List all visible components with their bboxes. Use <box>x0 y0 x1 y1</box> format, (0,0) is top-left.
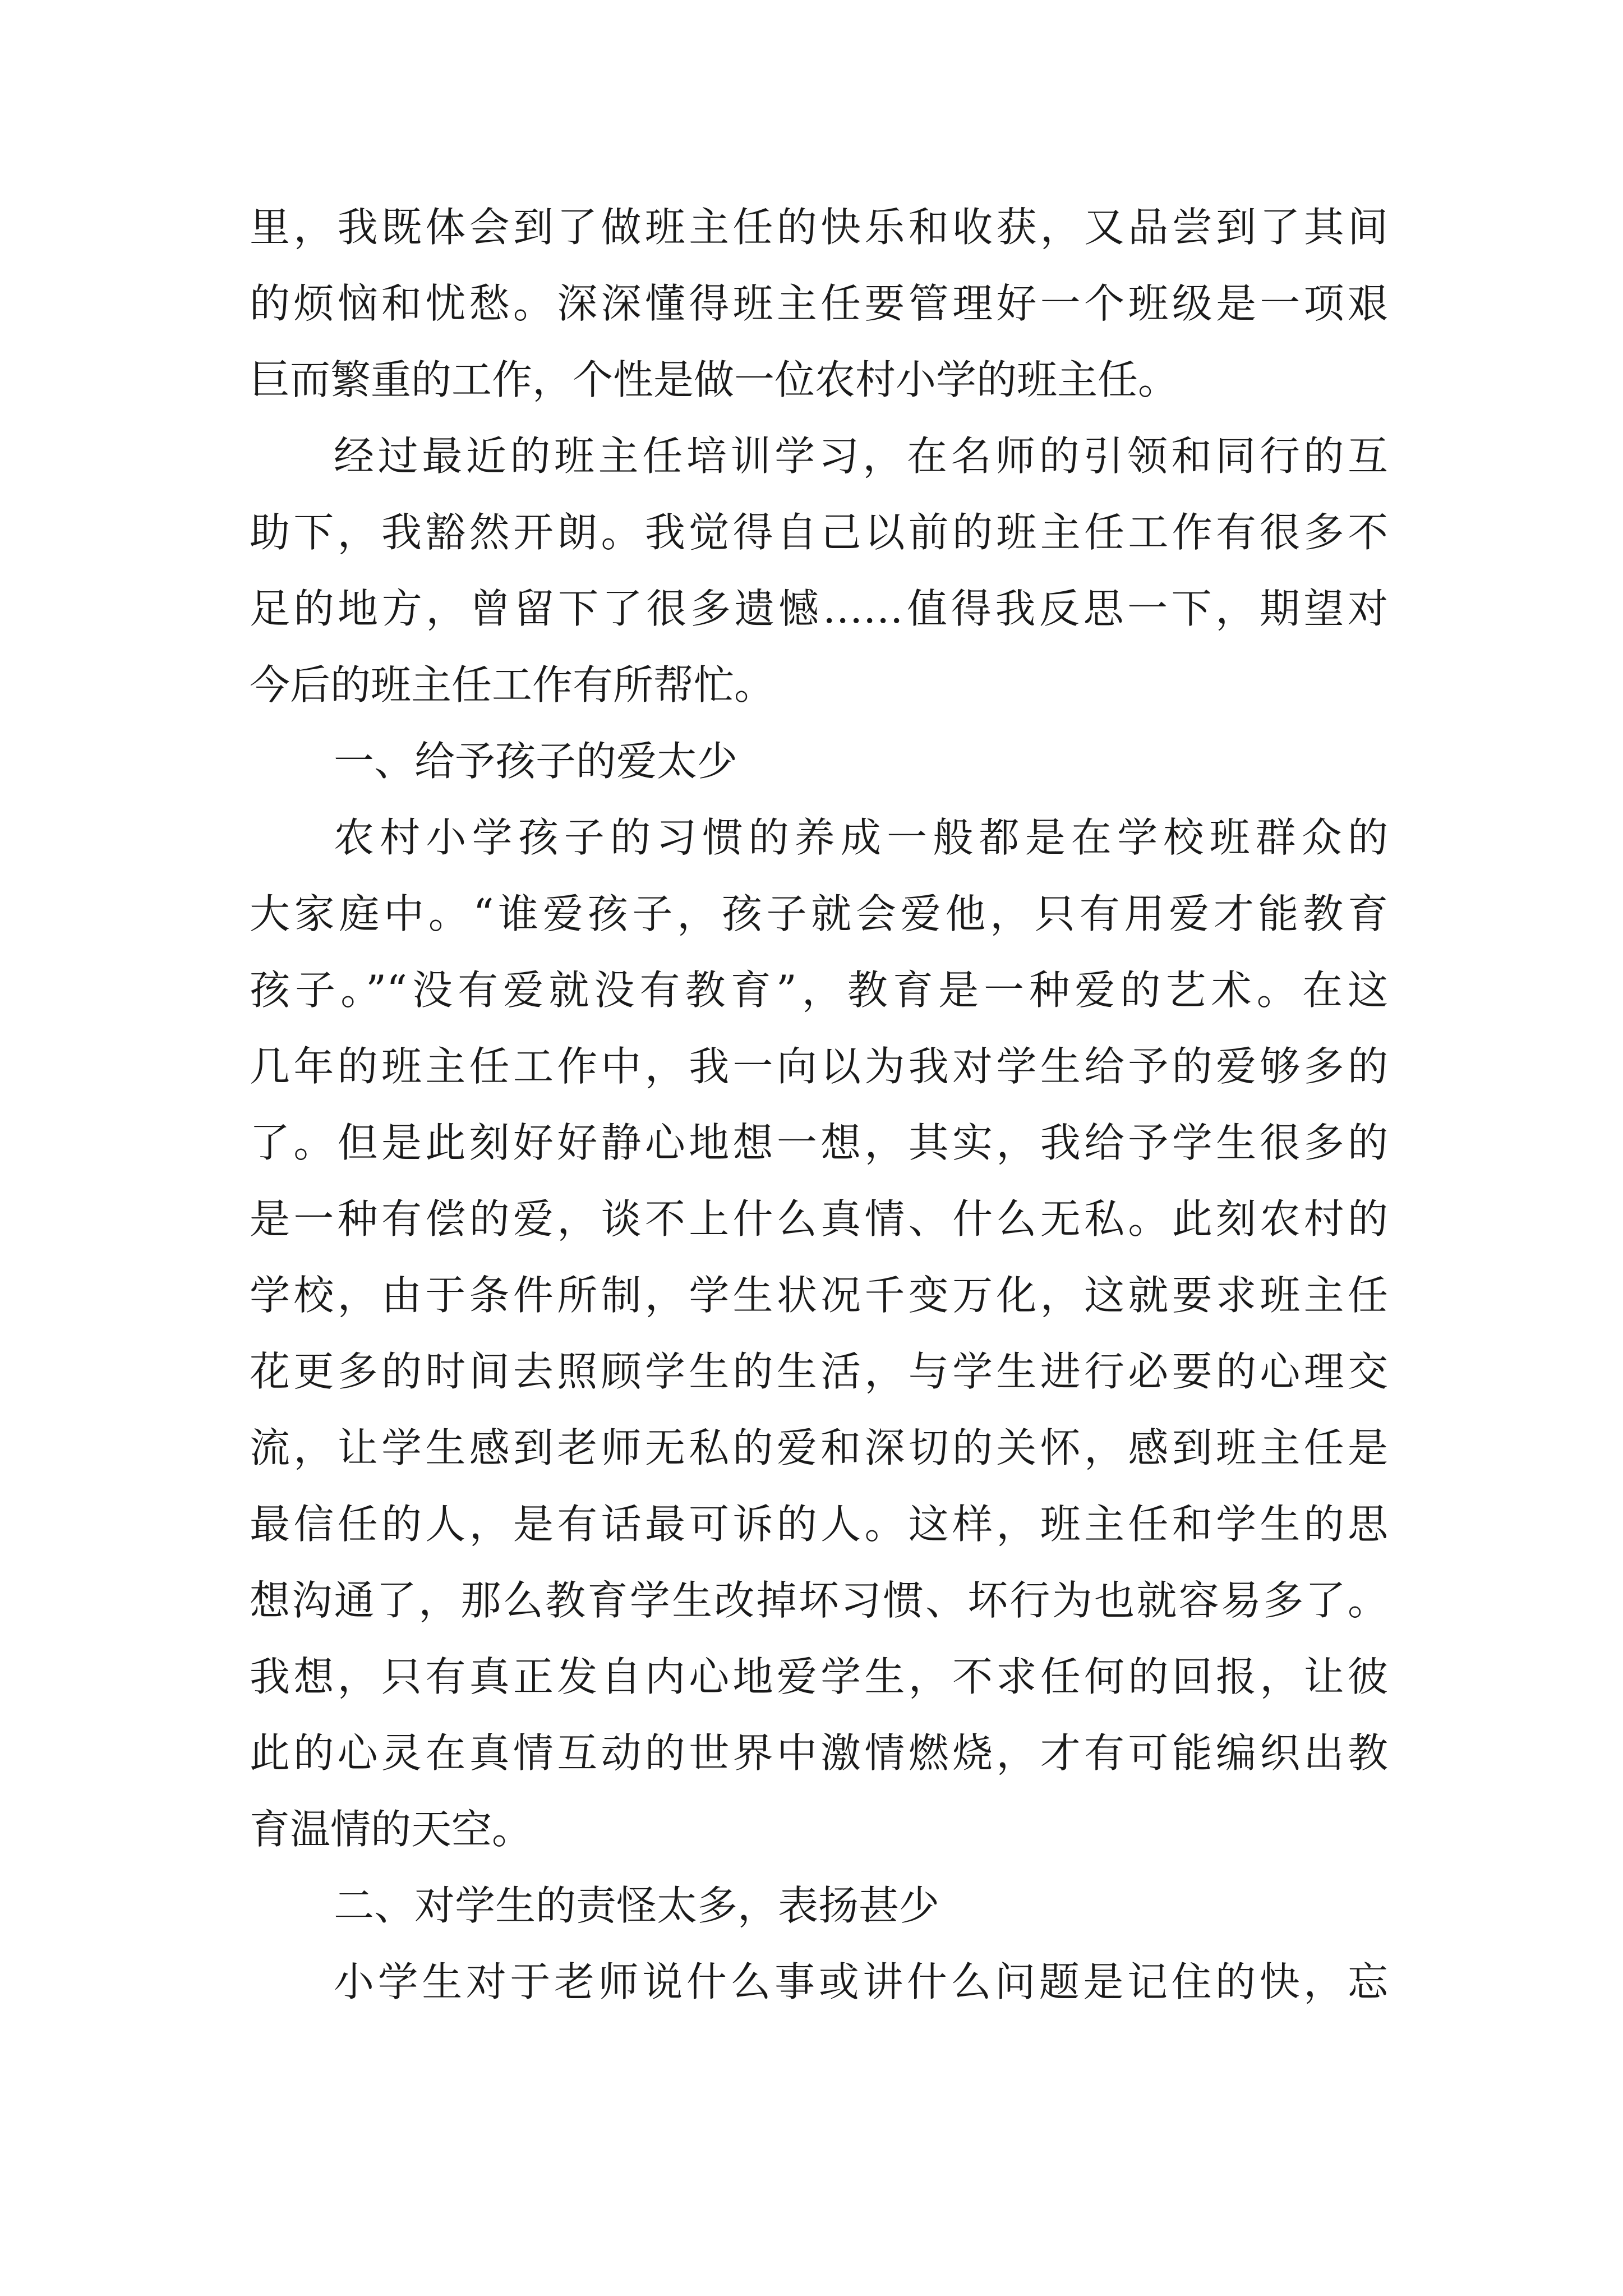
text-line: 花更多的时间去照顾学生的生活，与学生进行必要的心理交 <box>250 1348 1388 1395</box>
text-line: 了。但是此刻好好静心地想一想，其实，我给予学生很多的 <box>250 1119 1388 1166</box>
text-line: 经过最近的班主任培训学习，在名师的引领和同行的互 <box>334 432 1388 480</box>
text-line: 几年的班主任工作中，我一向以为我对学生给予的爱够多的 <box>250 1043 1388 1090</box>
text-line: 流，让学生感到老师无私的爱和深切的关怀，感到班主任是 <box>250 1424 1388 1471</box>
text-line: 育温情的天空。 <box>250 1806 533 1853</box>
text-line: 此的心灵在真情互动的世界中激情燃烧，才有可能编织出教 <box>250 1729 1388 1777</box>
text-line: 农村小学孩子的习惯的养成一般都是在学校班群众的 <box>334 814 1388 861</box>
text-line: 的烦恼和忧愁。深深懂得班主任要管理好一个班级是一项艰 <box>250 280 1388 327</box>
text-line: 足的地方，曾留下了很多遗憾……值得我反思一下，期望对 <box>250 585 1388 632</box>
text-line: 二、对学生的责怪太多，表扬甚少 <box>334 1882 940 1929</box>
text-line: 一、给予孩子的爱太少 <box>334 738 738 785</box>
text-line: 我想，只有真正发自内心地爱学生，不求任何的回报，让彼 <box>250 1653 1388 1700</box>
text-line: 助下，我豁然开朗。我觉得自己以前的班主任工作有很多不 <box>250 509 1388 556</box>
text-line: 孩子。”“没有爱就没有教育”，教育是一种爱的艺术。在这 <box>250 967 1388 1014</box>
text-line: 最信任的人，是有话最可诉的人。这样，班主任和学生的思 <box>250 1501 1388 1548</box>
text-line: 巨而繁重的工作，个性是做一位农村小学的班主任。 <box>250 356 1179 403</box>
text-line: 小学生对于老师说什么事或讲什么问题是记住的快，忘 <box>334 1958 1388 2005</box>
text-line: 大家庭中。“谁爱孩子，孩子就会爱他，只有用爱才能教育 <box>250 890 1388 937</box>
text-line: 里，我既体会到了做班主任的快乐和收获，又品尝到了其间 <box>250 204 1388 251</box>
text-line: 学校，由于条件所制，学生状况千变万化，这就要求班主任 <box>250 1272 1388 1319</box>
text-line: 今后的班主任工作有所帮忙。 <box>250 661 775 708</box>
text-line: 想沟通了，那么教育学生改掉坏习惯、坏行为也就容易多了。 <box>250 1577 1388 1624</box>
text-line: 是一种有偿的爱，谈不上什么真情、什么无私。此刻农村的 <box>250 1195 1388 1243</box>
